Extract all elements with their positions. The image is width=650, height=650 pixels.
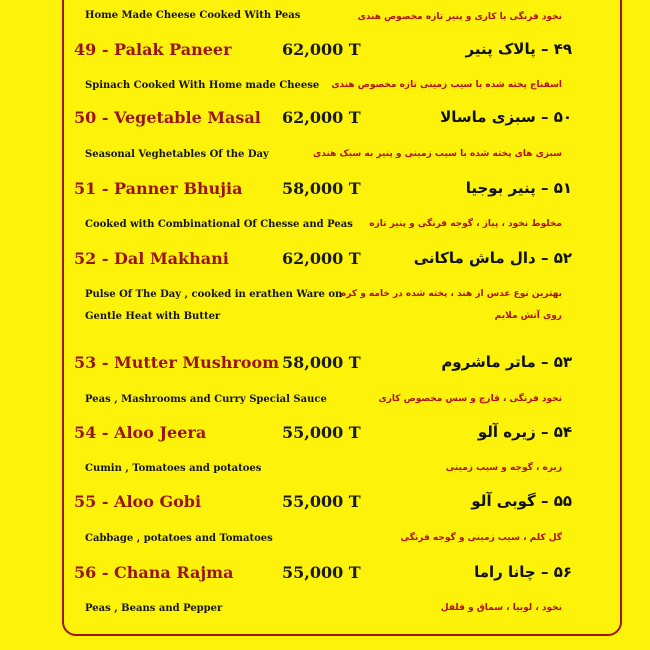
item-name: 55 - Aloo Gobi [74, 492, 202, 511]
item-price: 55,000 T [282, 563, 361, 582]
item-description-fa: نخود ، لوبیا ، سماق و فلفل [440, 603, 562, 613]
item-description-fa: گل کلم ، سیب زمینی و گوجه فرنگی [400, 533, 562, 543]
item-description-fa: بهترین نوع عدس از هند ، پخته شده در خامه و کره [340, 289, 562, 299]
item-name: 53 - Mutter Mushroom [74, 353, 280, 372]
item-description-en: Pulse Of The Day , cooked in erathen Ware on [85, 289, 343, 300]
item-name: 51 - Panner Bhujia [74, 179, 243, 198]
item-description-en: Home Made Cheese Cooked With Peas [85, 10, 301, 21]
item-price: 58,000 T [282, 353, 361, 372]
item-name: 56 - Chana Rajma [74, 563, 234, 582]
item-description-fa: مخلوط نخود ، پیاز ، گوجه فرنگی و پنیر تازه [369, 219, 562, 229]
item-description-fa: نخود فرنگی با کاری و پنیر تازه مخصوص هندی [357, 12, 562, 22]
item-name: 50 - Vegetable Masal [74, 108, 261, 127]
item-name-fa: ۴۹ – پالاک پنیر [465, 40, 572, 58]
item-name-fa: ۵۶ – چانا راما [474, 563, 572, 581]
item-description-en: Peas , Mashrooms and Curry Special Sauce [85, 394, 327, 405]
item-name-fa: ۵۱ – پنیر بوجیا [465, 179, 572, 197]
item-name: 54 - Aloo Jeera [74, 423, 207, 442]
item-name-fa: ۵۳ – ماتر ماشروم [441, 353, 572, 371]
item-name: 49 - Palak Paneer [74, 40, 232, 59]
item-description-en: Cabbage , potatoes and Tomatoes [85, 533, 273, 544]
item-description-fa: سبزی های پخته شده با سیب زمینی و پنیر به سبک هندی [313, 149, 562, 159]
item-description-fa-line2: روی آتش ملایم [494, 311, 562, 321]
item-description-fa: نخود فرنگی ، قارچ و سس مخصوص کاری [378, 394, 562, 404]
item-name-fa: ۵۲ – دال ماش ماکانی [413, 249, 572, 267]
item-price: 62,000 T [282, 40, 361, 59]
item-price: 58,000 T [282, 179, 361, 198]
item-description-fa: زیره ، گوجه و سیب زمینی [445, 463, 562, 473]
item-description-en-line2: Gentle Heat with Butter [85, 311, 221, 322]
item-description-en: Cooked with Combinational Of Chesse and Peas [85, 219, 353, 230]
item-price: 55,000 T [282, 492, 361, 511]
item-description-en: Peas , Beans and Pepper [85, 603, 223, 614]
item-price: 62,000 T [282, 108, 361, 127]
item-description-en: Cumin , Tomatoes and potatoes [85, 463, 262, 474]
item-description-en: Seasonal Veghetables Of the Day [85, 149, 269, 160]
item-name: 52 - Dal Makhani [74, 249, 229, 268]
item-price: 55,000 T [282, 423, 361, 442]
item-description-fa: اسفناج پخته شده با سیب زمینی تازه مخصوص هندی [331, 80, 562, 90]
item-description-en: Spinach Cooked With Home made Cheese [85, 80, 320, 91]
item-name-fa: ۵۰ – سبزی ماسالا [440, 108, 572, 126]
item-price: 62,000 T [282, 249, 361, 268]
item-name-fa: ۵۵ – گوبی آلو [471, 492, 572, 510]
item-name-fa: ۵۴ – زیره آلو [477, 423, 572, 441]
